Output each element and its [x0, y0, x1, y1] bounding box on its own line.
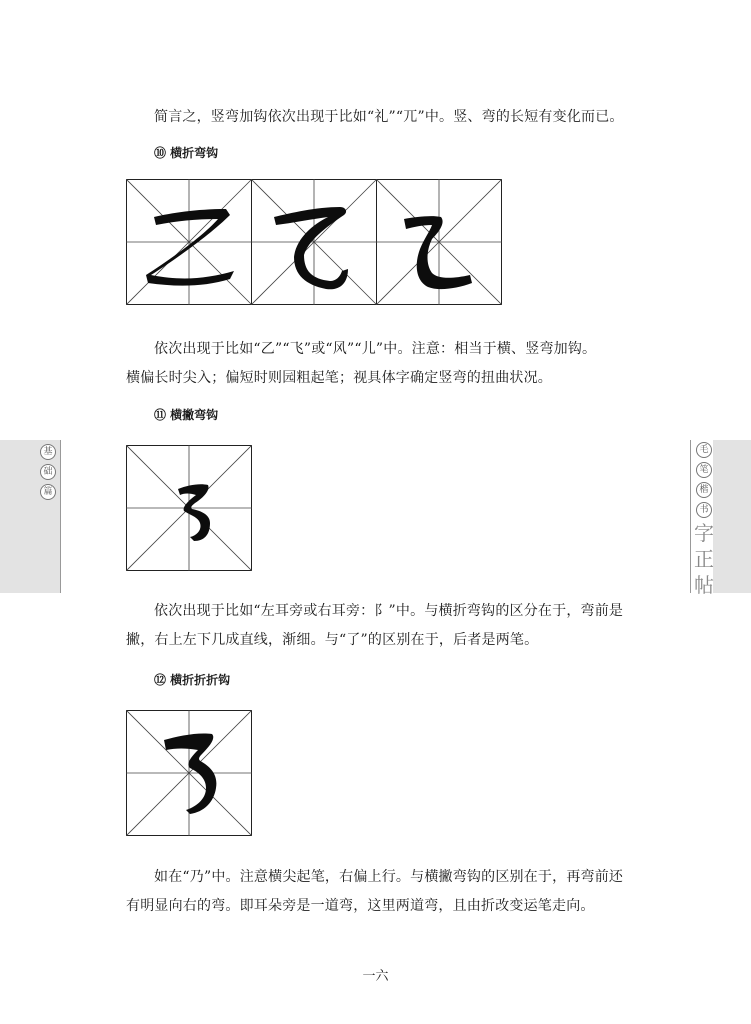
paragraph-3 — [126, 597, 631, 655]
right-side-labels — [694, 442, 714, 596]
right-seal-1: 毛 — [696, 442, 712, 458]
paragraph-1-text: 简言之，竖弯加钩依次出现于比如“礼”“兀”中。竖、弯的长短有变化而已。 — [154, 109, 624, 125]
brush-stroke-2 — [274, 207, 348, 289]
grid-cell-1 — [126, 179, 252, 305]
section-title-10: ⑩ 横折弯钩 — [154, 146, 219, 160]
grid-cell-2 — [251, 179, 377, 305]
paragraph-4-line-2: 有明显向右的弯。即耳朵旁是一道弯，这里两道弯，且由折改变运笔走向。 — [126, 898, 595, 914]
right-side-divider — [690, 440, 691, 593]
left-seal-1: 基 — [40, 444, 56, 460]
left-side-labels — [40, 444, 56, 500]
left-side-divider — [60, 440, 61, 593]
section-title-12: ⑫ 横折折折钩 — [154, 673, 231, 687]
page-number: 一六 — [362, 969, 389, 984]
right-seal-3: 楷 — [696, 482, 712, 498]
right-brush-1: 字 — [694, 521, 714, 545]
left-seal-3: 篇 — [40, 484, 56, 500]
paragraph-4 — [126, 863, 631, 921]
practice-grid-row-10 — [126, 179, 502, 305]
paragraph-2-line-2: 横偏长时尖入；偏短时则园粗起笔；视具体字确定竖弯的扭曲状况。 — [126, 370, 552, 386]
practice-grid-12 — [126, 710, 252, 836]
section-title-11: ⑪ 横撇弯钩 — [154, 408, 219, 422]
practice-grid-11 — [126, 445, 252, 571]
paragraph-4-line-1: 如在“乃”中。注意横尖起笔，右偏上行。与横撇弯钩的区别在于，再弯前还 — [154, 869, 624, 885]
right-brush-2: 正 — [694, 547, 714, 571]
right-seal-4: 书 — [696, 502, 712, 518]
brush-stroke-11 — [178, 484, 210, 541]
brush-stroke-3 — [404, 216, 472, 289]
paragraph-2 — [126, 335, 631, 393]
paragraph-2-line-1: 依次出现于比如“乙”“飞”或“风”“儿”中。注意：相当于横、竖弯加钩。 — [154, 341, 597, 357]
right-side-tab — [713, 440, 751, 593]
right-seal-2: 笔 — [696, 462, 712, 478]
paragraph-1 — [126, 103, 631, 132]
right-brush-3: 帖 — [694, 573, 714, 597]
paragraph-3-line-2: 撇，右上左下几成直线，渐细。与“了”的区别在于，后者是两笔。 — [126, 632, 539, 648]
paragraph-3-line-1: 依次出现于比如“左耳旁或右耳旁：阝”中。与横折弯钩的区分在于，弯前是 — [154, 603, 624, 619]
left-seal-2: 础 — [40, 464, 56, 480]
